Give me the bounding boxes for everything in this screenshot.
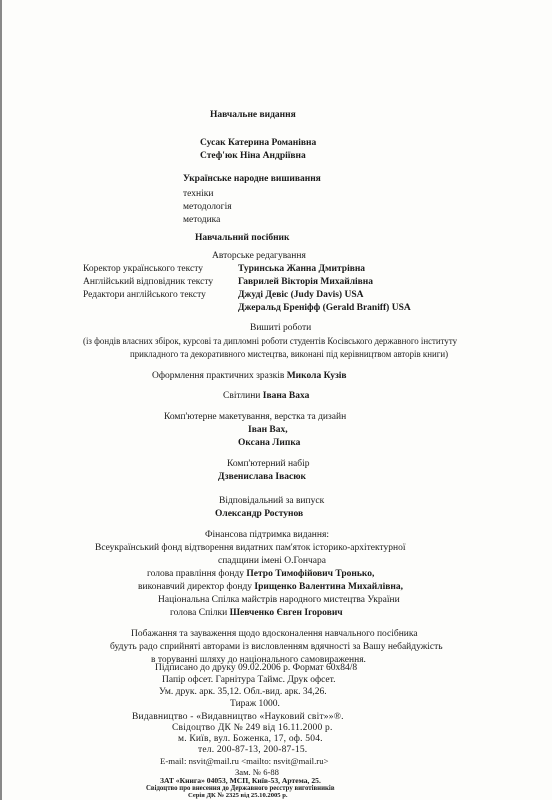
photos-credit bbox=[223, 392, 309, 402]
subtitle-3: методика bbox=[183, 215, 221, 225]
printer-line-3: Серія ДК № 2325 від 25.10.2005 р. bbox=[188, 792, 288, 799]
publisher-line-6: Зам. № 6-88 bbox=[235, 767, 279, 777]
layout-name-2: Оксана Липка bbox=[238, 438, 301, 448]
publisher-line-4: тел. 200-87-13, 200-87-15. bbox=[198, 745, 308, 755]
support-role-2: виконавчий директор фонду bbox=[138, 582, 253, 592]
feedback-line-3: в торуванні шляху до національного самовираження. bbox=[151, 655, 366, 665]
printer-line-1: ЗАТ «Книга» 04053, МСП, Київ-53, Артема, 25. bbox=[160, 776, 321, 785]
support-heading: Фінансова підтримка видання: bbox=[205, 530, 329, 540]
subtitle-2: методологія bbox=[183, 202, 232, 212]
publisher-line-3: м. Київ, вул. Боженка, 17, оф. 504. bbox=[178, 734, 323, 744]
support-line-5: Національна Спілка майстрів народного мистецтва України bbox=[158, 595, 400, 605]
publisher-line-1: Видавництво - «Видавництво «Науковий світ»»®. bbox=[132, 712, 344, 722]
editing-name-4: Джеральд Бреніфф (Gerald Braniff) USA bbox=[238, 303, 411, 313]
print-line-1: Підписано до друку 09.02.2006 р. Формат 60х84/8 bbox=[155, 663, 358, 673]
support-person-3: Шевченко Євген Ігорович bbox=[229, 608, 343, 618]
works-line-1: (із фондів власних збірок, курсові та дипломні роботи студентів Косівського державного інституту bbox=[83, 336, 458, 346]
editing-heading: Авторське редагування bbox=[212, 251, 306, 261]
works-heading: Вишиті роботи bbox=[250, 323, 312, 333]
samples-name: Микола Кузів bbox=[286, 371, 347, 381]
print-line-2: Папір офсет. Гарнітура Таймс. Друк офсет. bbox=[162, 675, 336, 685]
editing-name-2: Гаврилей Вікторія Михайлівна bbox=[238, 277, 374, 287]
photos-label: Світлини bbox=[223, 391, 261, 401]
support-person-1: Петро Тимофійович Тронько, bbox=[246, 569, 375, 579]
samples-credit bbox=[152, 372, 347, 382]
photos-name: Івана Ваха bbox=[262, 391, 310, 401]
series-label: Навчальне видання bbox=[210, 110, 296, 120]
book-title: Українське народне вишивання bbox=[183, 174, 321, 184]
publisher-line-2: Свідоцтво ДК № 249 від 16.11.2000 р. bbox=[172, 723, 333, 733]
editing-role-3: Редактори англійського тексту bbox=[83, 290, 206, 300]
support-line-4 bbox=[138, 583, 403, 593]
feedback-line-2: будуть радо сприйняті авторами із висловленням вдячності за Вашу небайдужість bbox=[110, 642, 443, 652]
typesetting-name: Дзвенислава Івасюк bbox=[218, 472, 306, 482]
support-line-1: Всеукраїнський фонд відтворення видатних пам'яток історико-архітектурної bbox=[95, 543, 406, 553]
support-line-2: спадщини імені О.Гончара bbox=[218, 556, 326, 566]
support-person-2: Ірищенко Валентина Михайлівна, bbox=[254, 582, 403, 592]
print-line-3: Ум. друк. арк. 35,12. Обл.-вид. арк. 34,26. bbox=[159, 687, 327, 697]
printer-line-2: Свідоцтво про внесення до Державного реєстру виготівників bbox=[146, 785, 335, 792]
editing-name-3: Джуді Девіс (Judy Davis) USA bbox=[238, 290, 364, 300]
feedback-line-1: Побажання та зауваження щодо вдосконалення навчального посібника bbox=[131, 629, 418, 639]
scan-edge bbox=[0, 0, 2, 800]
editing-role-2: Англійський відповідник тексту bbox=[83, 277, 214, 287]
editing-role-1: Коректор українського тексту bbox=[83, 264, 203, 274]
publisher-line-5: E-mail: nsvit@mail.ru <mailto: nsvit@mail.ru> bbox=[160, 756, 329, 766]
works-line-2: прикладного та декоративного мистецтва, виконані під керівництвом авторів книги) bbox=[130, 349, 449, 359]
samples-label: Оформлення практичних зразків bbox=[152, 371, 285, 381]
responsible-name: Олександр Ростунов bbox=[215, 509, 304, 519]
layout-credit-label: Комп'ютерне макетування, верстка та дизайн bbox=[164, 412, 347, 422]
support-role-1: голова правління фонду bbox=[147, 569, 245, 579]
layout-name-1: Іван Вах, bbox=[248, 425, 288, 435]
responsible-label: Відповідальний за випуск bbox=[219, 496, 325, 506]
support-line-3 bbox=[147, 570, 374, 580]
support-line-6 bbox=[170, 609, 343, 619]
book-type: Навчальний посібник bbox=[195, 233, 290, 243]
support-role-3: голова Спілки bbox=[170, 608, 228, 618]
editing-name-1: Туринська Жанна Дмитрівна bbox=[238, 264, 366, 274]
print-line-4: Тираж 1000. bbox=[230, 699, 280, 709]
author-1: Сусак Катерина Романівна bbox=[200, 138, 317, 148]
subtitle-1: техніки bbox=[183, 189, 214, 199]
author-2: Стеф'юк Ніна Андріївна bbox=[200, 151, 306, 161]
typesetting-label: Комп'ютерний набір bbox=[227, 459, 310, 469]
